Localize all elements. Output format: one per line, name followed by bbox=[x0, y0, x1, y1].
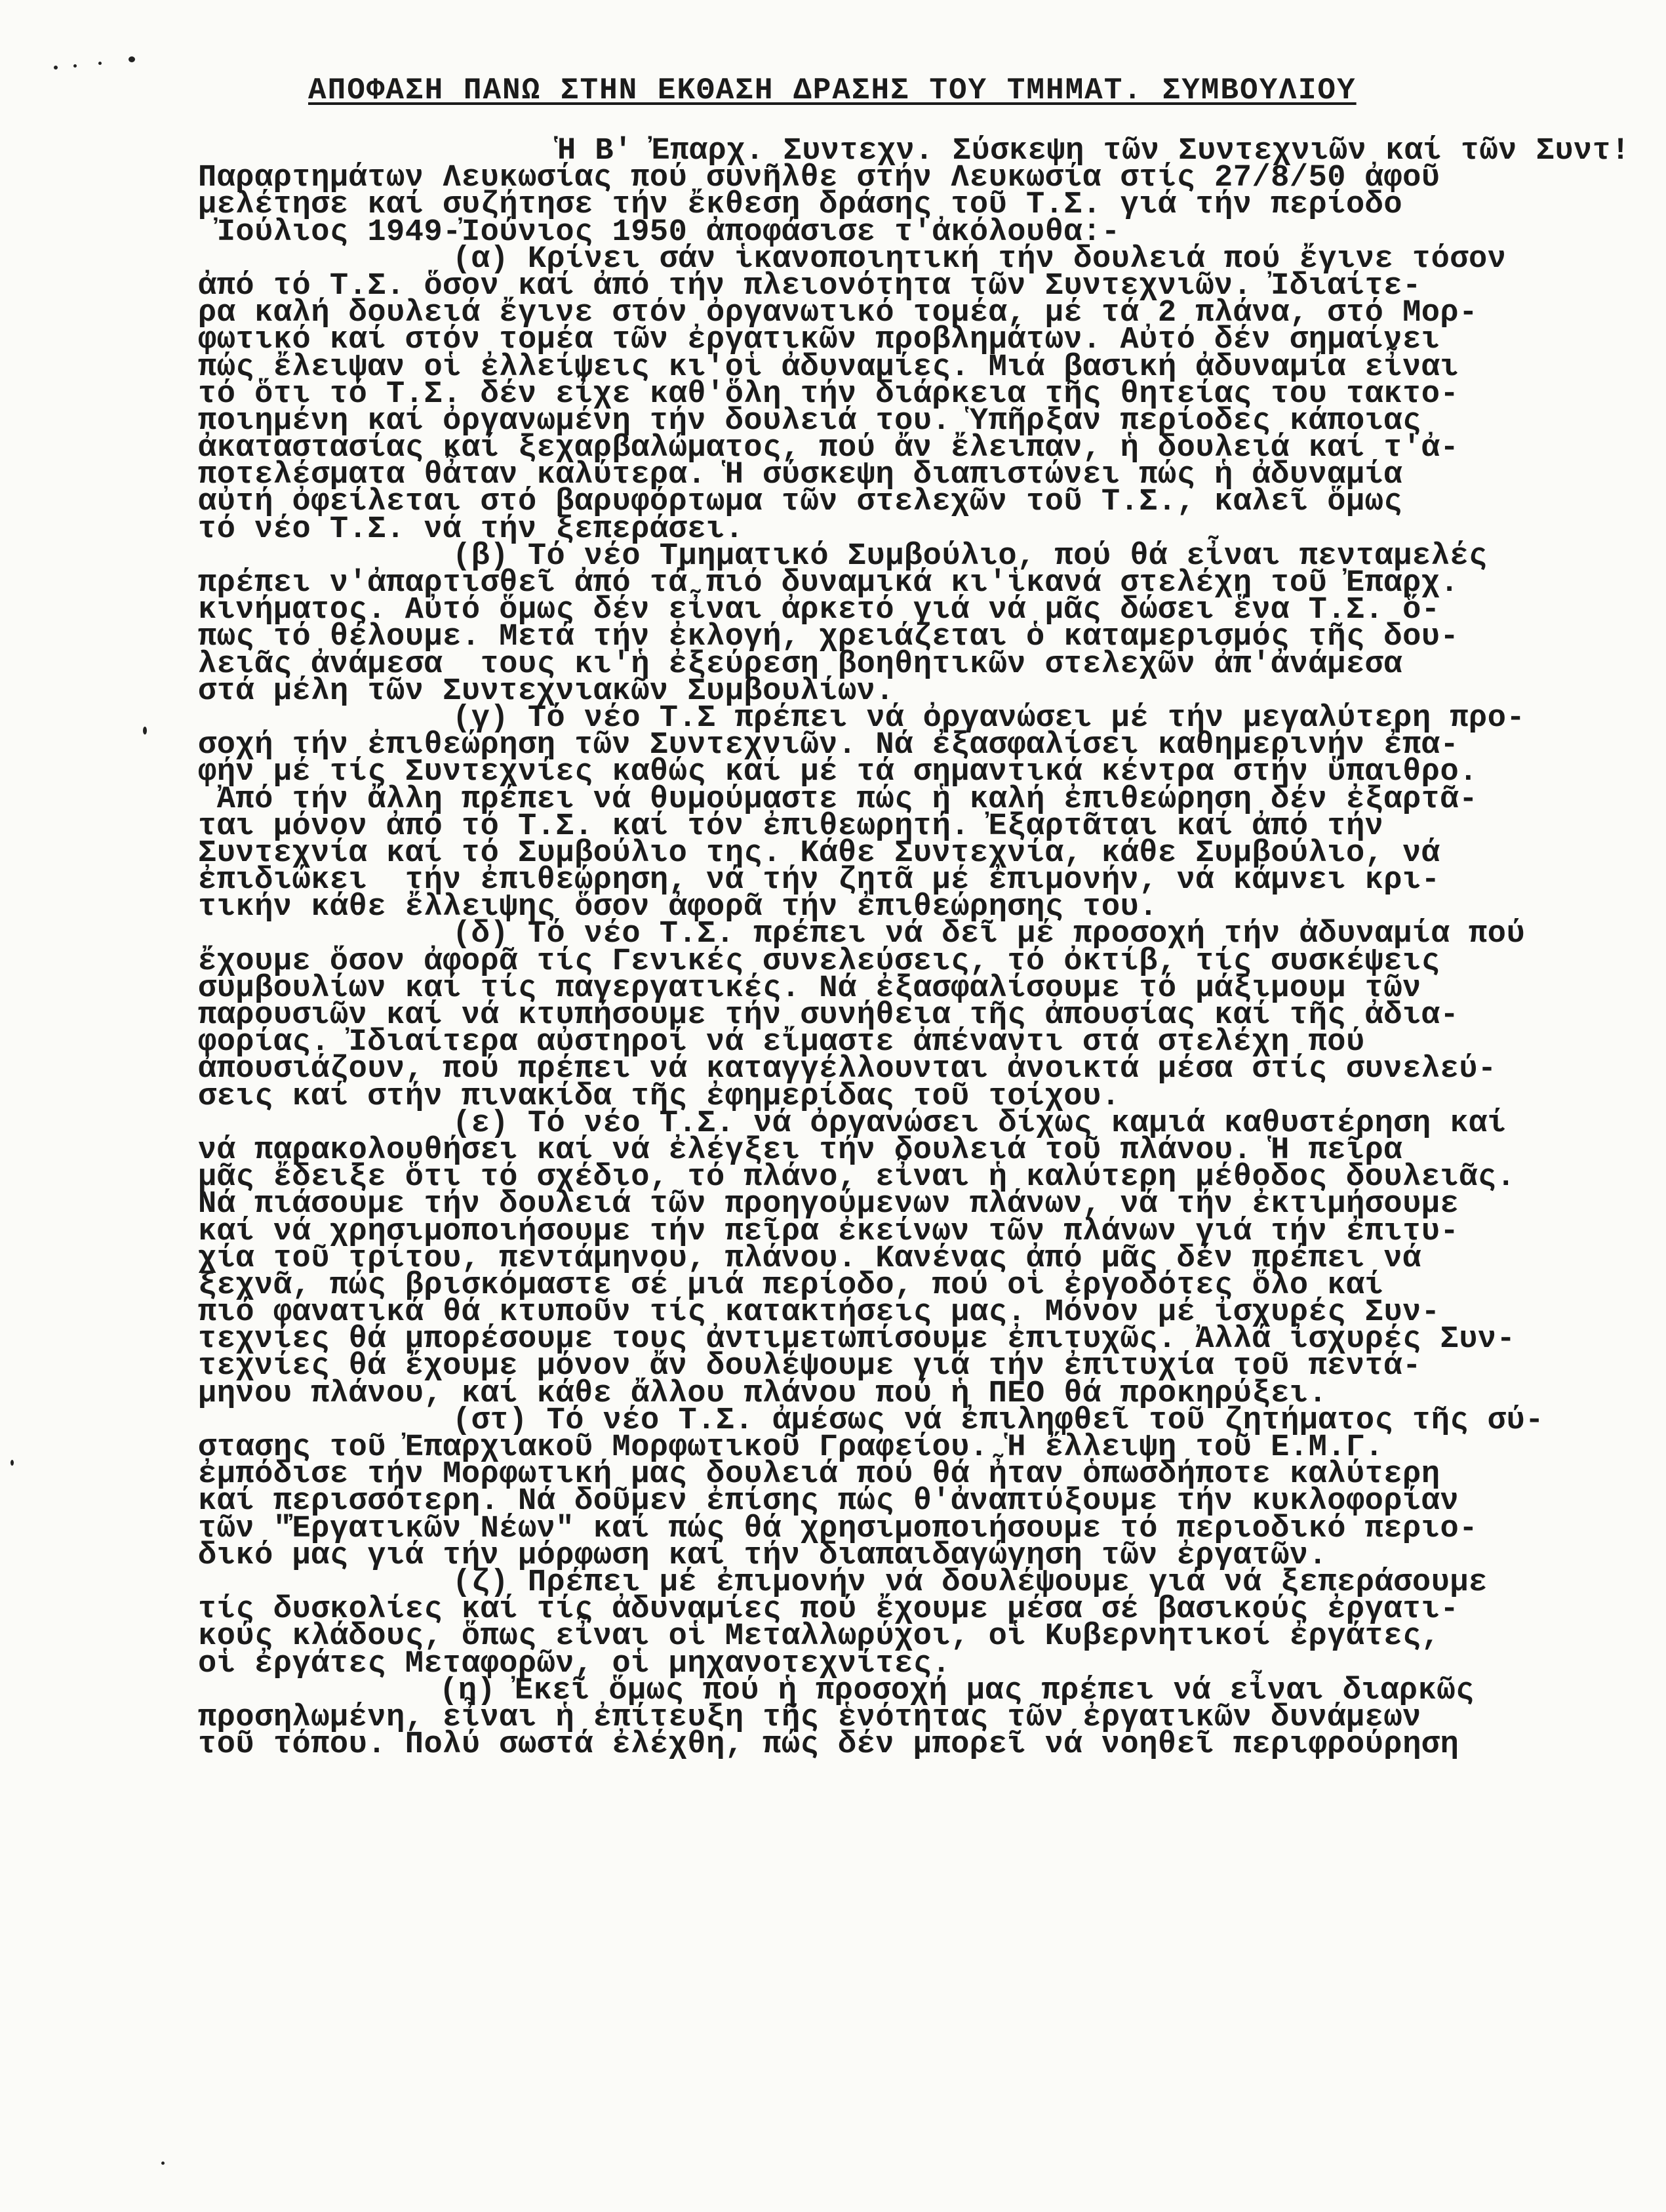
text-line: μᾶς ἔδειξε ὅτι τό σχέδιο, τό πλάνο, εἶναι ἡ καλύτερη μέθοδος δουλειᾶς. bbox=[198, 1160, 1516, 1196]
text-line: χία τοῦ τρίτου, πεντάμηνου, πλάνου. Κανένας ἀπό μᾶς δέν πρέπει νά bbox=[198, 1241, 1421, 1276]
text-line: τικήν κάθε ἔλλειψης ὅσον ἀφορᾶ τήν ἐπιθεώρησης του. bbox=[198, 890, 1158, 925]
scan-speck bbox=[129, 56, 135, 62]
text-line: παρουσιῶν καί νά κτυπήσουμε τήν συνήθεια τῆς ἀπουσίας καί τῆς ἀδια- bbox=[198, 998, 1459, 1033]
text-line: συμβουλίων καί τίς παγεργατικές. Νά ἐξασφαλίσουμε τό μάξιμουμ τῶν bbox=[198, 971, 1421, 1006]
document-title: ΑΠΟΦΑΣΗ ΠΑΝΩ ΣΤΗΝ ΕΚΘΑΣΗ ΔΡΑΣΗΣ ΤΟΥ ΤΜΗΜΑΤ. ΣΥΜΒΟΥΛΙΟΥ bbox=[308, 73, 1357, 108]
scan-speck bbox=[10, 1460, 14, 1466]
text-line: νά παρακολουθήσει καί νά ἐλέγξει τήν δουλειά τοῦ πλάνου. Ἡ πεῖρα bbox=[198, 1133, 1403, 1168]
text-line: τῶν "Ἐργατικῶν Νέων" καί πώς θά χρησιμοποιήσουμε τό περιοδικό περιο- bbox=[198, 1511, 1478, 1546]
text-line: φορίας. Ἰδιαίτερα αὐστηροί νά εἴμαστε ἀπέναντι στά στελέχη πού bbox=[198, 1025, 1365, 1060]
text-line: (ζ) Πρέπει μέ ἐπιμονήν νά δουλέψουμε γιά νά ξεπεράσουμε bbox=[452, 1565, 1488, 1600]
text-line: πρέπει ν'ἀπαρτισθεῖ ἀπό τά πιό δυναμικά κι'ἱκανά στελέχη τοῦ Ἐπαρχ. bbox=[198, 566, 1459, 601]
text-line: σοχή τήν ἐπιθεώρηση τῶν Συντεχνιῶν. Νά ἐξασφαλίσει καθημερινήν ἐπα- bbox=[198, 728, 1459, 763]
text-line: Ἡ Β' Ἐπαρχ. Συντεχν. Σύσκεψη τῶν Συντεχνιῶν καί τῶν Συντ! bbox=[557, 134, 1631, 169]
text-line: ἐμπόδισε τήν Μορφωτική μας δουλειά πού θά ἦταν ὁπωσδήποτε καλύτερη bbox=[198, 1457, 1440, 1493]
text-line: ἀπό τό Τ.Σ. ὅσον καί ἀπό τήν πλειονότητα τῶν Συντεχνιῶν. Ἰδιαίτε- bbox=[198, 268, 1421, 304]
text-line: πως τό θέλουμε. Μετά τήν ἐκλογή, χρειάζεται ὁ καταμερισμός τῆς δου- bbox=[198, 620, 1459, 655]
text-line: δικό μας γιά τήν μόρφωση καί τήν διαπαιδαγώγηση τῶν ἐργατῶν. bbox=[198, 1538, 1328, 1573]
text-line: (η) Ἐκεῖ ὅμως πού ἡ προσοχή μας πρέπει νά εἶναι διαρκῶς bbox=[439, 1673, 1475, 1708]
scan-speck bbox=[54, 66, 58, 70]
text-line: φωτικό καί στόν τομέα τῶν ἐργατικῶν προβλημάτων. Αὐτό δέν σημαίνει bbox=[198, 323, 1440, 358]
scan-speck bbox=[73, 64, 77, 68]
text-line: μελέτησε καί συζήτησε τήν ἔκθεση δράσης τοῦ Τ.Σ. γιά τήν περίοδο bbox=[198, 188, 1403, 223]
text-line: ἐπιδιώκει τήν ἐπιθεώρηση, νά τήν ζητᾶ μέ ἐπιμονήν, νά κάμνει κρι- bbox=[198, 863, 1440, 898]
text-line: τοῦ τόπου. Πολύ σωστά ἐλέχθη, πώς δέν μπορεῖ νά νοηθεῖ περιφρούρηση bbox=[198, 1727, 1459, 1763]
text-line: Παραρτημάτων Λευκωσίας πού συνῆλθε στήν Λευκωσία στίς 27/8/50 ἀφοῦ bbox=[198, 161, 1440, 196]
text-line: ἀπουσιάζουν, πού πρέπει νά καταγγέλλουνται ἀνοικτά μέσα στίς συνελεύ- bbox=[198, 1052, 1497, 1087]
text-line: Ἀπό τήν ἄλλη πρέπει νά θυμούμαστε πώς ἡ καλή ἐπιθεώρηση δέν ἐξαρτᾶ- bbox=[198, 782, 1478, 817]
text-line: καί νά χρησιμοποιήσουμε τήν πεῖρα ἐκείνων τῶν πλάνων γιά τήν ἐπιτυ- bbox=[198, 1214, 1459, 1249]
text-line: Νά πιάσουμε τήν δουλειά τῶν προηγούμενων πλάνων, νά τήν ἐκτιμήσουμε bbox=[198, 1187, 1459, 1222]
text-line: (στ) Τό νέο Τ.Σ. ἀμέσως νά ἐπιληφθεῖ τοῦ ζητήματος τῆς σύ- bbox=[452, 1403, 1544, 1438]
text-line: καί περισσότερη. Νά δοῦμεν ἐπίσης πώς θ'ἀναπτύξουμε τήν κυκλοφορίαν bbox=[198, 1484, 1459, 1519]
text-line: τεχνίες θά ἔχουμε μόνον ἄν δουλέψουμε γιά τήν ἐπιτυχία τοῦ πεντά- bbox=[198, 1349, 1421, 1384]
text-line: ποιημένη καί ὀργανωμένη τήν δουλειά του. Ὑπῆρξαν περίοδες κάποιας bbox=[198, 403, 1421, 439]
text-line: (β) Τό νέο Τμηματικό Συμβούλιο, πού θά εἶναι πενταμελές bbox=[452, 538, 1488, 574]
text-line: τεχνίες θά μπορέσουμε τους ἀντιμετωπίσουμε ἐπιτυχῶς. Ἀλλά ἰσχυρές Συν- bbox=[198, 1322, 1516, 1357]
text-line: (ε) Τό νέο Τ.Σ. νά ὀργανώσει δίχως καμιά καθυστέρηση καί bbox=[452, 1106, 1507, 1141]
text-line: (δ) Τό νέο Τ.Σ. πρέπει νά δεῖ μέ προσοχή τήν ἀδυναμία πού bbox=[452, 917, 1526, 952]
text-line: πιό φανατικά θά κτυποῦν τίς κατακτήσεις μας. Μόνον μέ ἰσχυρές Συν- bbox=[198, 1295, 1440, 1331]
text-line: Ἰούλιος 1949-Ἰούνιος 1950 ἀποφάσισε τ'ἀκόλουθα:- bbox=[198, 214, 1121, 250]
text-line: κινήματος. Αὐτό ὅμως δέν εἶναι ἀρκετό γιά νά μᾶς δώσει ἕνα Τ.Σ. ὅ- bbox=[198, 593, 1440, 628]
text-line: ται μόνον ἀπό τό Τ.Σ. καί τόν ἐπιθεωρητή. Ἐξαρτᾶται καί ἀπό τήν bbox=[198, 809, 1384, 844]
text-line: προσηλωμένη, εἶναι ἡ ἐπίτευξη τῆς ἑνότητας τῶν ἐργατικῶν δυνάμεων bbox=[198, 1700, 1421, 1735]
text-line: τό ὅτι τό Τ.Σ. δέν εἶχε καθ'ὅλη τήν διάρκεια τῆς θητείας του τακτο- bbox=[198, 376, 1459, 412]
text-line: φήν μέ τίς Συντεχνίες καθώς καί μέ τά σημαντικά κέντρα στήν ὕπαιθρο. bbox=[198, 755, 1478, 790]
scan-speck bbox=[143, 727, 147, 734]
text-line: στά μέλη τῶν Συντεχνιακῶν Συμβουλίων. bbox=[198, 674, 895, 709]
scan-speck bbox=[98, 62, 102, 65]
scan-speck bbox=[161, 2162, 165, 2165]
text-line: ἔχουμε ὅσον ἀφορᾶ τίς Γενικές συνελεύσεις, τό ὀκτίβ, τίς συσκέψεις bbox=[198, 944, 1440, 979]
text-line: ποτελέσματα θἆταν καλύτερα. Ἡ σύσκεψη διαπιστώνει πώς ἡ ἀδυναμία bbox=[198, 458, 1403, 493]
text-line: τίς δυσκολίες καί τίς ἀδυναμίες πού ἔχουμε μέσα σέ βασικούς ἐργατι- bbox=[198, 1592, 1459, 1628]
document-body bbox=[190, 134, 1646, 1763]
text-line: ρα καλή δουλειά ἔγινε στόν ὀργανωτικό τομέα, μέ τά 2 πλάνα, στό Μορ- bbox=[198, 296, 1478, 331]
text-line: μηνου πλάνου, καί κάθε ἄλλου πλάνου πού ἡ ΠΕΟ θά προκηρύξει. bbox=[198, 1376, 1328, 1411]
text-line: (γ) Τό νέο Τ.Σ πρέπει νά ὀργανώσει μέ τήν μεγαλύτερη προ- bbox=[452, 700, 1526, 736]
text-line: κούς κλάδους, ὅπως εἶναι οἱ Μεταλλωρύχοι, οἱ Κυβερνητικοί ἐργάτες, bbox=[198, 1619, 1440, 1655]
text-line: (α) Κρίνει σάν ἱκανοποιητική τήν δουλειά πού ἔγινε τόσον bbox=[452, 241, 1507, 277]
text-line: αὐτή ὀφείλεται στό βαρυφόρτωμα τῶν στελεχῶν τοῦ Τ.Σ., καλεῖ ὅμως bbox=[198, 485, 1403, 520]
text-line: Συντεχνία καί τό Συμβούλιο της. Κάθε Συντεχνία, κάθε Συμβούλιο, νά bbox=[198, 835, 1440, 871]
text-line: ἀκαταστασίας καί ξεχαρβαλώματος, πού ἄν ἔλειπαν, ἡ δουλειά καί τ'ἀ- bbox=[198, 431, 1459, 466]
text-line: λειᾶς ἀνάμεσα τους κι'ἡ ἐξεύρεση βοηθητικῶν στελεχῶν ἀπ'ἀνάμεσα bbox=[198, 647, 1403, 682]
text-line: πώς ἔλειψαν οἱ ἐλλείψεις κι'οἱ ἀδυναμίες. Μιά βασική ἀδυναμία εἶναι bbox=[198, 350, 1459, 385]
text-line: τό νέο Τ.Σ. νά τήν ξεπεράσει. bbox=[198, 512, 744, 547]
text-line: ξεχνᾶ, πώς βρισκόμαστε σέ μιά περίοδο, πού οἱ ἐργοδότες ὅλο καί bbox=[198, 1268, 1384, 1303]
text-line: οἱ ἐργάτες Μεταφορῶν, οἱ μηχανοτεχνίτες. bbox=[198, 1646, 951, 1681]
text-line: σεις καί στήν πινακίδα τῆς ἐφημερίδας τοῦ τοίχου. bbox=[198, 1079, 1121, 1114]
text-line: στασης τοῦ Ἐπαρχιακοῦ Μορφωτικοῦ Γραφείου. Ἡ ἔλλειψη τοῦ Ε.Μ.Γ. bbox=[198, 1430, 1384, 1465]
